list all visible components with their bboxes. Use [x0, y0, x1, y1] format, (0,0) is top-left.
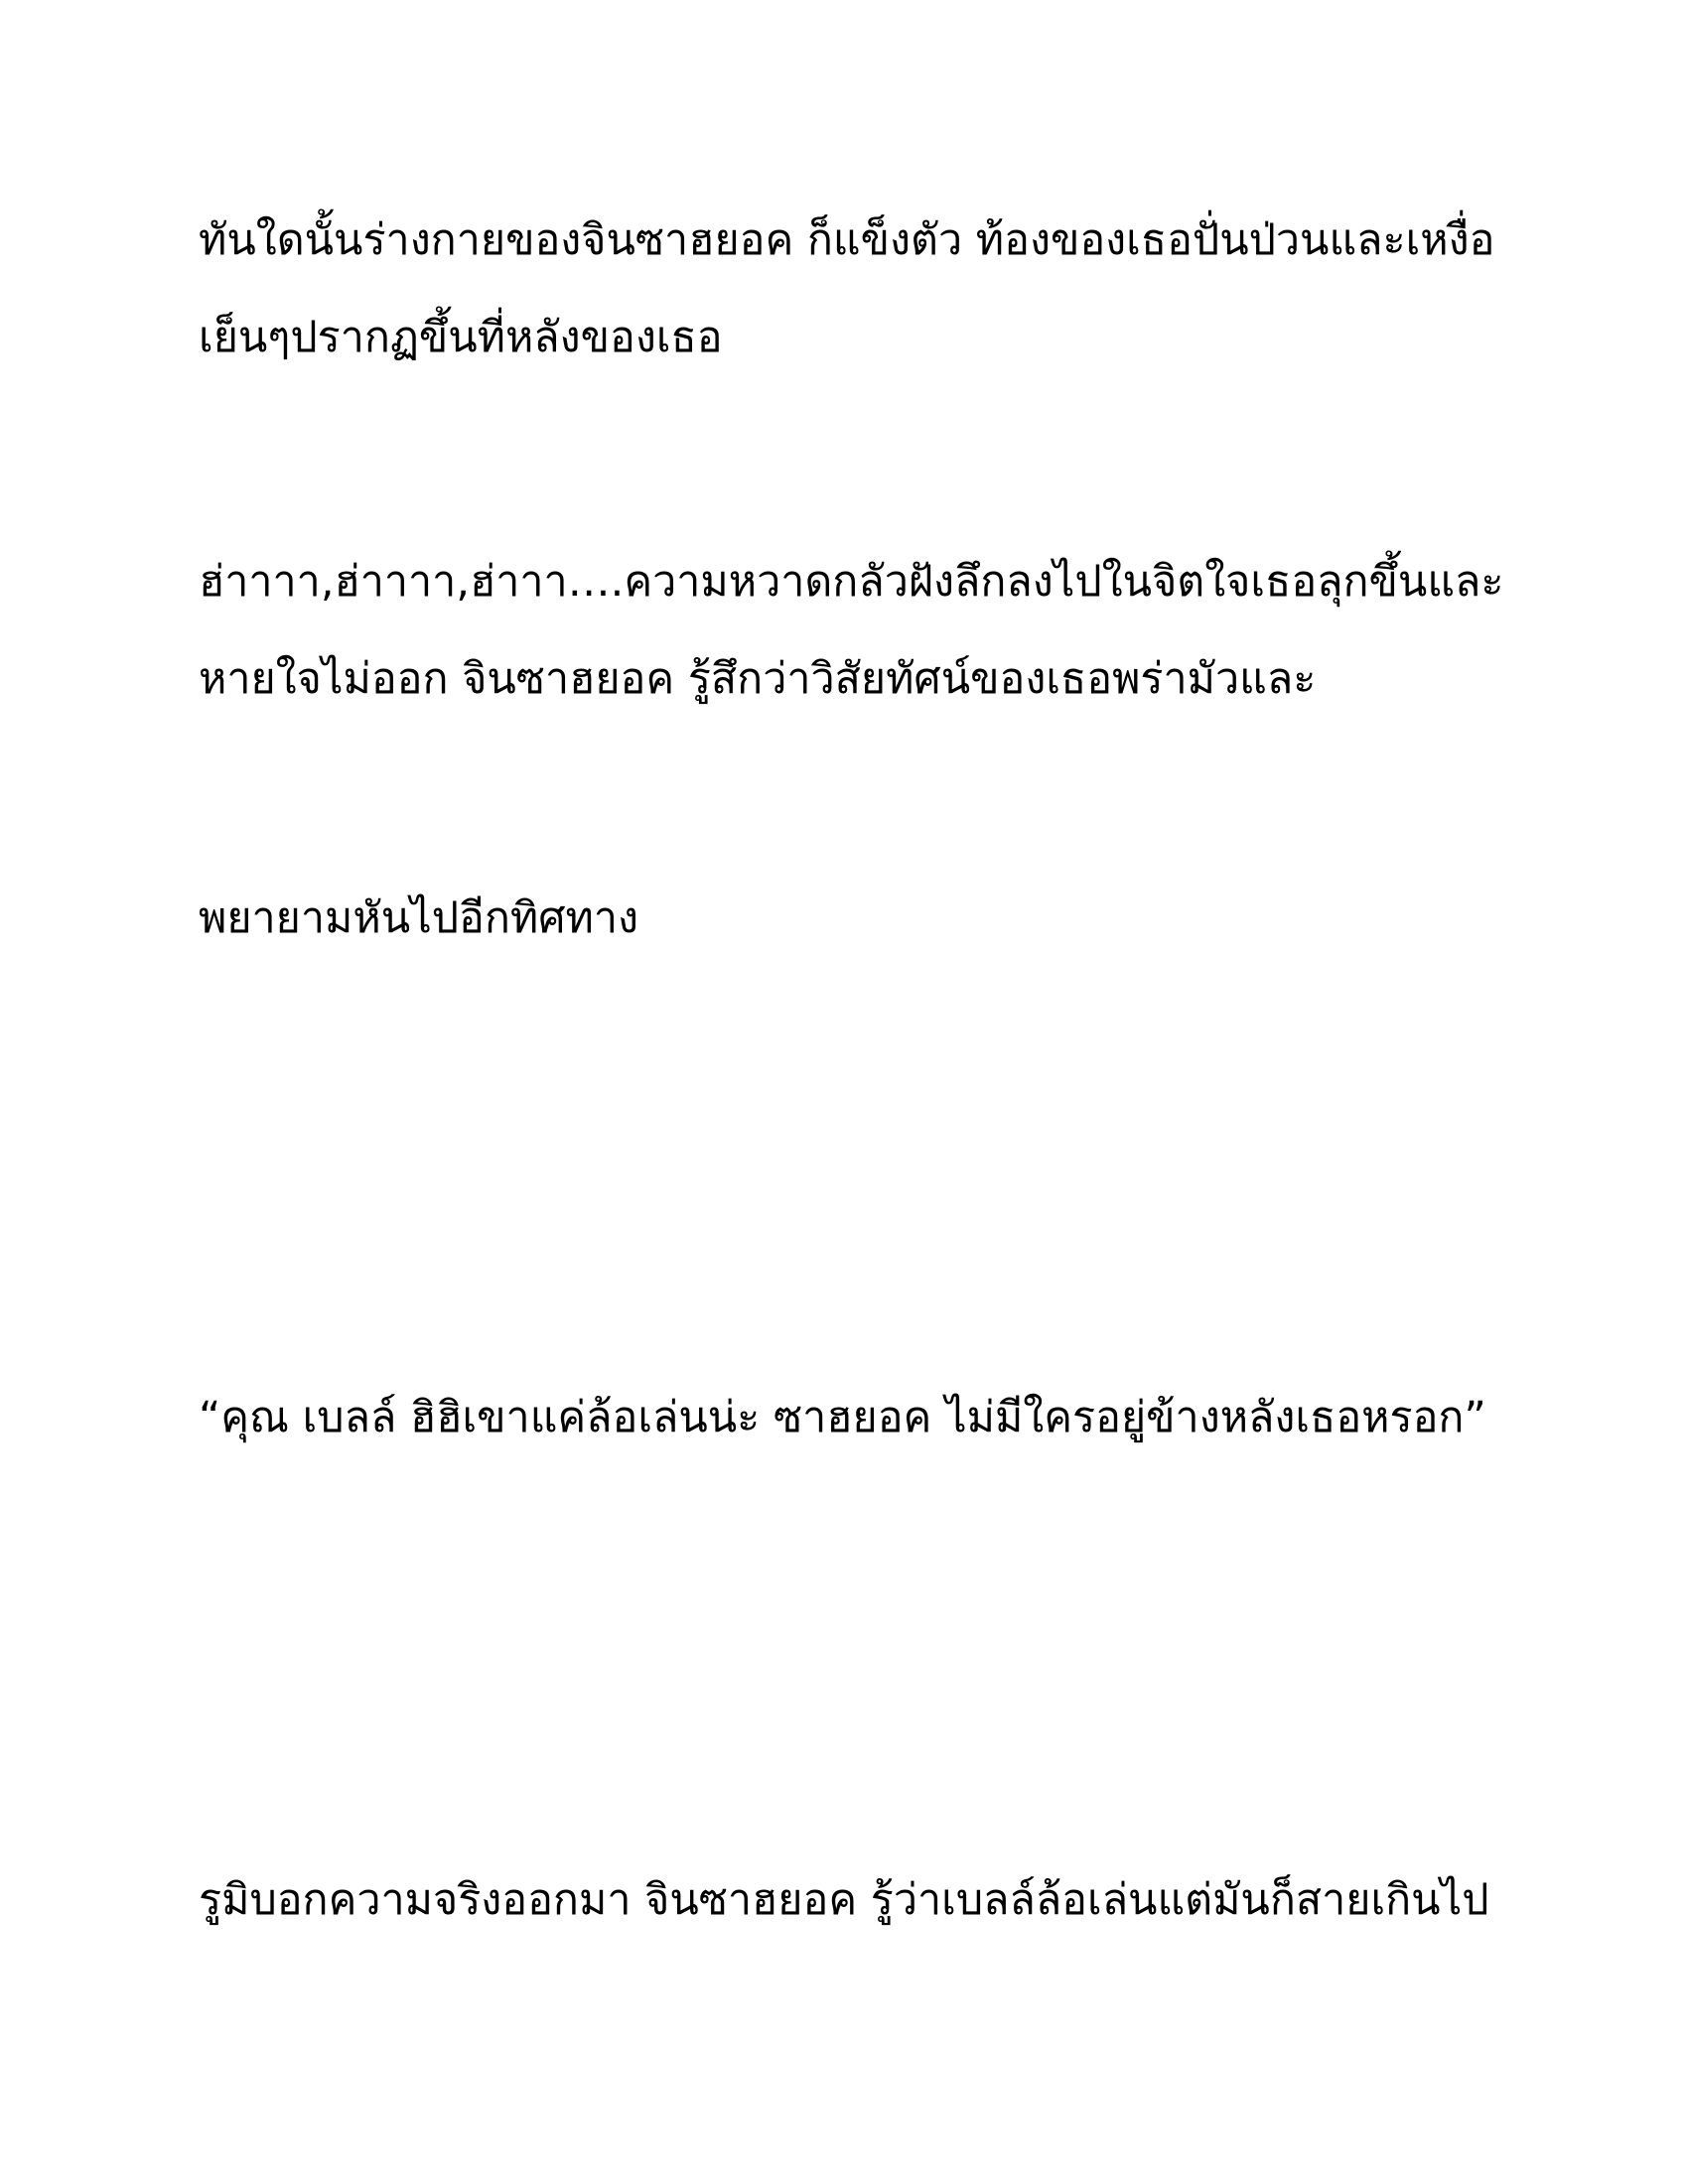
paragraph-line: ทันใดนั้นร่างกายของจินซาฮยอค ก็แข็งตัว ท้องของเธอปั่นป่วนและเหงื่อ: [199, 215, 1495, 265]
paragraph-line: ฮ่าาาา,ฮ่าาาา,ฮ่าาา….ความหวาดกลัวฝังลึกลงไปในจิตใจเธอลุกขึ้นและ: [199, 557, 1504, 607]
paragraph-line: “คุณ เบลล์ ฮิฮิเขาแค่ล้อเล่นน่ะ ซาฮยอค ไม่มีใครอยู่ข้างหลังเธอหรอก”: [199, 1393, 1486, 1442]
paragraph-5: [199, 1851, 1509, 1949]
paragraph-2: [199, 533, 1509, 728]
dialogue-paragraph: [199, 1369, 1509, 1466]
paragraph-line: เย็นๆปรากฏขึ้นที่หลังของเธอ: [199, 313, 723, 362]
paragraph-1: [199, 192, 1509, 386]
paragraph-line: รูมิบอกความจริงออกมา จินซาฮยอค รู้ว่าเบลล์ล้อเล่นแต่มันก็สายเกินไป: [199, 1875, 1489, 1925]
paragraph-line: หายใจไม่ออก จินซาฮยอค รู้สึกว่าวิสัยทัศน์ของเธอพร่ามัวและ: [199, 654, 1317, 704]
paragraph-line: พยายามหันไปอีกทิศทาง: [199, 893, 639, 943]
paragraph-3: [199, 870, 1509, 967]
